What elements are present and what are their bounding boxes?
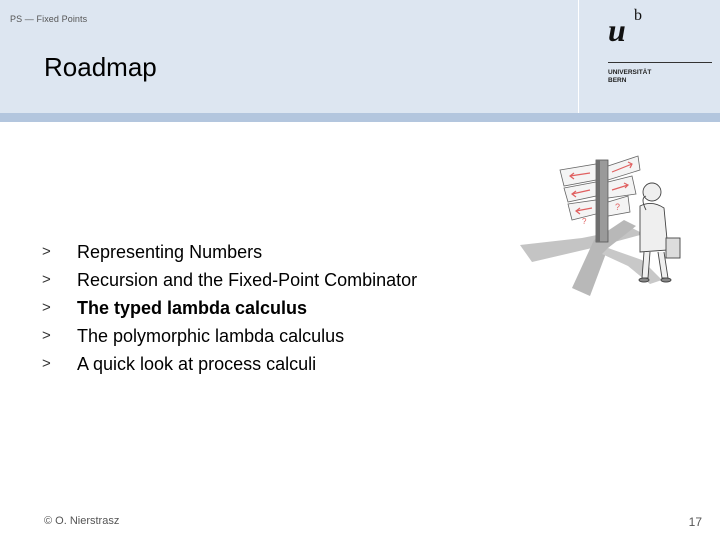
roadmap-item-text: Representing Numbers	[77, 242, 263, 262]
copyright-footer: © O. Nierstrasz	[44, 515, 120, 527]
bullet-marker: >	[42, 299, 51, 316]
roadmap-item	[42, 322, 417, 350]
bullet-marker: >	[42, 355, 51, 372]
question-mark: ?	[615, 202, 621, 212]
roadmap-item	[42, 266, 417, 294]
roadmap-item-text: The typed lambda calculus	[77, 298, 308, 318]
slide-title: Roadmap	[44, 52, 157, 82]
header-rule	[0, 113, 720, 122]
signpost-illustration-svg	[512, 150, 692, 300]
bullet-marker: >	[42, 243, 51, 260]
page-number: 17	[688, 515, 702, 529]
logo-text	[608, 69, 651, 85]
bullet-marker: >	[42, 327, 51, 344]
logo-u: u	[608, 12, 626, 48]
signpost-thinker-illustration	[512, 150, 692, 300]
thinking-person	[639, 183, 680, 282]
roadmap-item-text: The polymorphic lambda calculus	[77, 326, 345, 346]
logo-rule	[608, 62, 712, 63]
bullet-marker: >	[42, 271, 51, 288]
university-logo	[602, 6, 712, 101]
signpost-post	[596, 160, 608, 242]
roadmap-item-text: Recursion and the Fixed-Point Combinator	[77, 270, 418, 290]
roadmap-item	[42, 238, 417, 266]
logo-line-1: UNIVERSITÄT	[608, 69, 652, 76]
running-head: PS — Fixed Points	[10, 14, 88, 24]
question-mark: ?	[582, 217, 587, 226]
roadmap-item	[42, 350, 417, 378]
roadmap-item-current	[42, 294, 417, 322]
roadmap-item-text: A quick look at process calculi	[77, 354, 317, 374]
roadmap-list	[42, 238, 417, 378]
slide-header	[0, 0, 720, 113]
logo-line-2: BERN	[608, 77, 627, 84]
logo-divider	[578, 0, 579, 113]
logo-b: b	[634, 7, 642, 24]
